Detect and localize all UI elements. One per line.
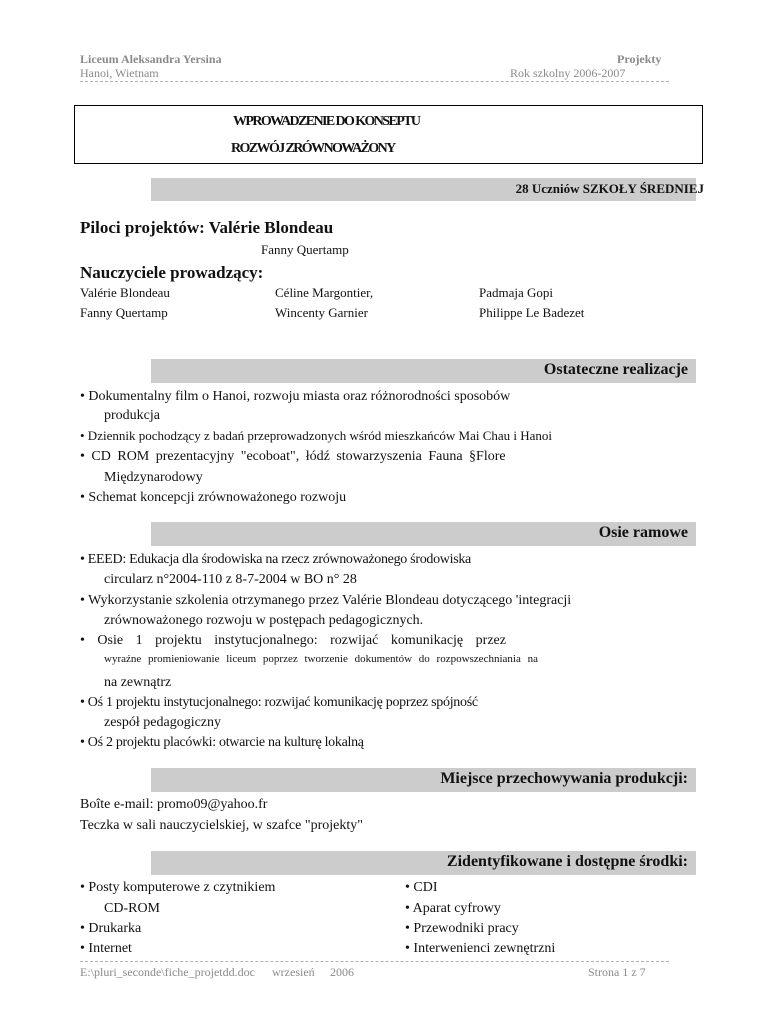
list-item: • Oś 1 projektu instytucjonalnego: rozwijać komunikację poprzez spójność (80, 695, 478, 710)
resource-item: • Interwenienci zewnętrzni (405, 941, 556, 956)
section-storage-bar (151, 768, 696, 792)
teacher-name: Wincenty Garnier (275, 305, 368, 320)
students-count: 28 Uczniów SZKOŁY ŚREDNIEJ (515, 181, 704, 196)
school-year: Rok szkolny 2006-2007 (510, 66, 626, 80)
title-line-2: ROZWÓJ ZRÓWNOWAŻONY (231, 141, 395, 156)
list-item-continued: Międzynarodowy (104, 470, 203, 485)
teacher-name: Fanny Quertamp (80, 305, 168, 320)
section-axes-title: Osie ramowe (598, 524, 688, 541)
resource-item: • Drukarka (80, 921, 142, 936)
students-bar (151, 178, 704, 201)
section-storage-title: Miejsce przechowywania produkcji: (440, 770, 688, 787)
school-name: Liceum Aleksandra Yersina (80, 52, 222, 66)
resource-item: CD-ROM (104, 901, 161, 916)
list-item: • Dokumentalny film o Hanoi, rozwoju miasta oraz różnorodności sposobów (80, 389, 511, 404)
resource-item: • CDI (405, 880, 438, 895)
header-divider (80, 81, 669, 82)
list-item: • Osie 1 projektu instytucjonalnego: rozwijać komunikację przez (80, 633, 506, 648)
pilot-second: Fanny Quertamp (261, 242, 349, 257)
list-item-continued: zrównoważonego rozwoju w postępach pedagogicznych. (104, 613, 424, 628)
resource-item: • Posty komputerowe z czytnikiem (80, 880, 276, 895)
title-box (74, 105, 703, 164)
teachers-label: Nauczyciele prowadzący: (80, 263, 264, 282)
resource-item: • Aparat cyfrowy (405, 901, 501, 916)
pilots-label: Piloci projektów: Valérie Blondeau (80, 218, 334, 237)
footer-year: 2006 (330, 965, 354, 979)
footer-month: wrzesień (272, 965, 315, 979)
teacher-name: Valérie Blondeau (80, 285, 170, 300)
school-city: Hanoi, Wietnam (80, 66, 159, 80)
list-item: • Oś 2 projektu placówki: otwarcie na kulturę lokalną (80, 735, 364, 750)
resource-item: • Internet (80, 941, 132, 956)
section-resources-bar (151, 851, 696, 875)
list-item: • Schemat koncepcji zrównoważonego rozwoju (80, 490, 347, 505)
footer-page: Strona 1 z 7 (588, 965, 646, 979)
storage-email: Boîte e-mail: promo09@yahoo.fr (80, 797, 268, 812)
storage-folder: Teczka w sali nauczycielskiej, w szafce "projekty" (80, 818, 363, 833)
list-item-continued: zespół pedagogiczny (104, 715, 222, 730)
list-item: • Wykorzystanie szkolenia otrzymanego przez Valérie Blondeau dotyczącego 'integracji (80, 593, 572, 608)
title-line-1: WPROWADZENIE DO KONSEPTU (233, 114, 420, 129)
list-item-continued: wyraźne promieniowanie liceum poprzez tworzenie dokumentów do rozpowszechniania na (104, 653, 538, 665)
section-resources-title: Zidentyfikowane i dostępne środki: (446, 853, 688, 870)
list-item: • Dziennik pochodzący z badań przeprowadzonych wśród mieszkańców Mai Chau i Hanoi (80, 428, 553, 443)
list-item: • EEED: Edukacja dla środowiska na rzecz zrównoważonego środowiska (80, 552, 471, 567)
footer-divider (80, 961, 669, 962)
section-final-bar (151, 359, 696, 383)
teacher-name: Céline Margontier, (275, 285, 374, 300)
list-item: • CD ROM prezentacyjny "ecoboat", łódź stowarzyszenia Fauna §Flore (80, 449, 506, 464)
list-item-continued: na zewnątrz (104, 675, 172, 690)
section-final-title: Ostateczne realizacje (543, 361, 688, 378)
teacher-name: Philippe Le Badezet (479, 305, 585, 320)
teacher-name: Padmaja Gopi (479, 285, 554, 300)
resource-item: • Przewodniki pracy (405, 921, 519, 936)
footer-path: E:\pluri_seconde\fiche_projetdd.doc (80, 965, 255, 979)
list-item-continued: produkcja (104, 408, 160, 423)
list-item-continued: circularz n°2004-110 z 8-7-2004 w BO n° 28 (104, 572, 357, 587)
header-section: Projekty (617, 52, 662, 66)
section-axes-bar (151, 522, 696, 546)
